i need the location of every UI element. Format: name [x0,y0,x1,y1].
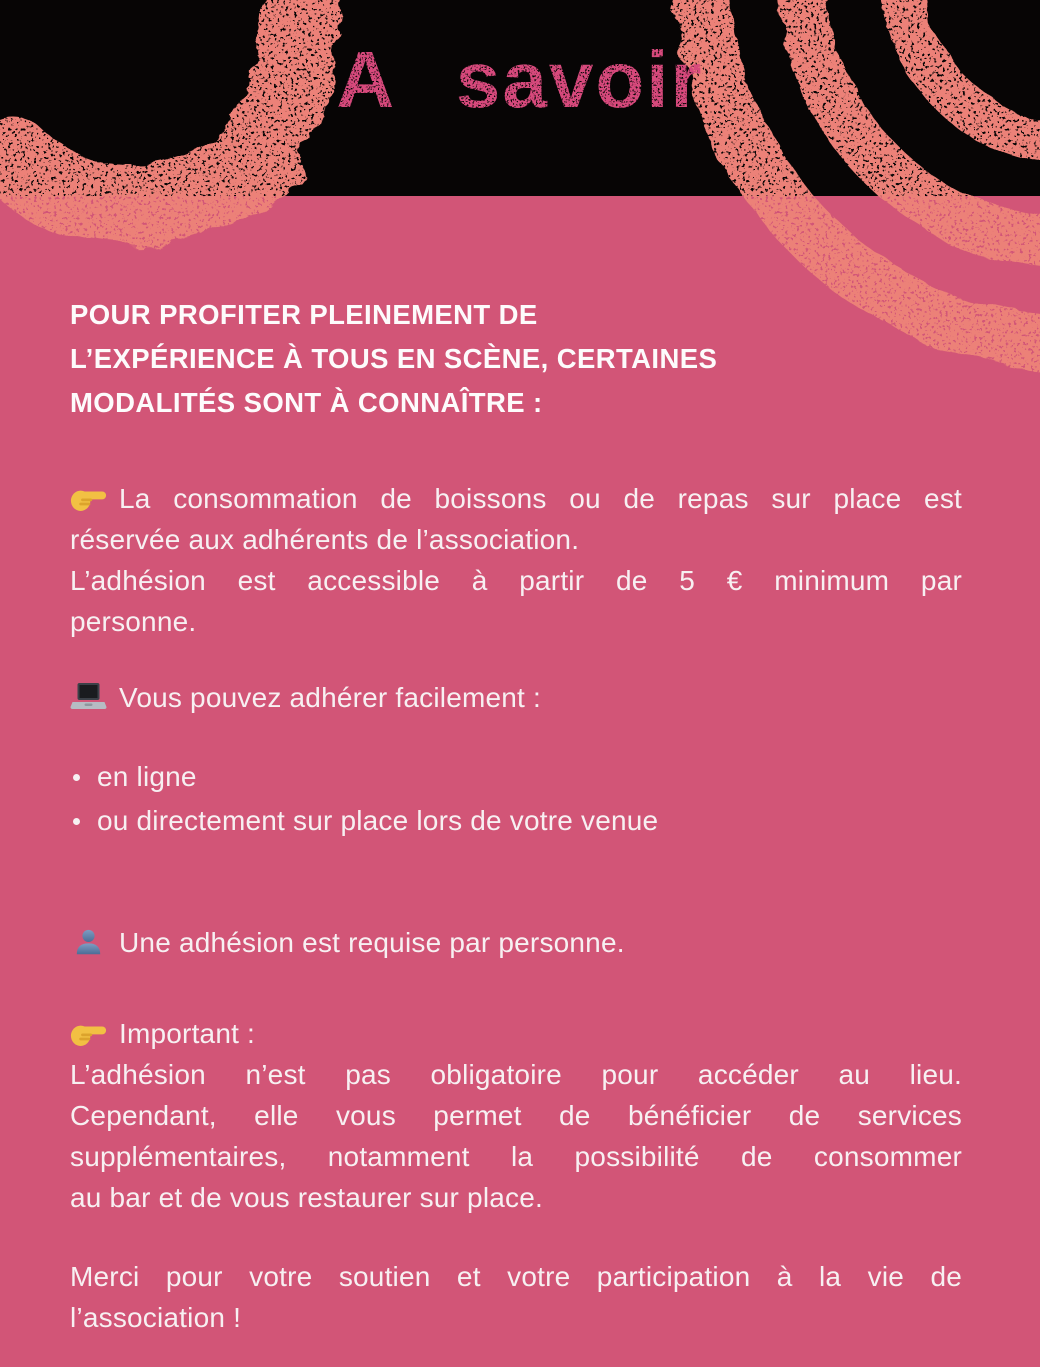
intro-heading [70,293,962,425]
join-section [70,677,962,843]
membership-line: réservée aux adhérents de l’association. [70,524,580,555]
content [0,196,1040,1338]
page-title: A savoir [336,35,704,124]
per-person-label: Une adhésion est requise par personne. [119,927,625,958]
membership-section [70,478,962,642]
thanks-line: l’association ! [70,1302,242,1333]
important-label: Important : [119,1018,256,1049]
membership-line [70,478,962,519]
important-line: L’adhésion n’est pas obligatoire pour accéder au lieu. [70,1059,962,1090]
membership-line: L’adhésion est accessible à partir de 5 € minimum par [70,565,962,596]
important-section [70,1013,962,1218]
pointing-right-icon [70,1018,107,1048]
important-label-line [70,1013,962,1054]
join-options [70,755,962,843]
intro-line: MODALITÉS SONT À CONNAÎTRE : [70,387,543,418]
per-person-line [70,922,962,963]
important-line: Cependant, elle vous permet de bénéficier de services [70,1100,962,1131]
thanks-line: Merci pour votre soutien et votre participation à la vie de [70,1261,962,1292]
join-label: Vous pouvez adhérer facilement : [119,682,541,713]
important-line: supplémentaires, notamment la possibilité de consommer [70,1141,962,1172]
membership-text: La consommation de boissons ou de repas sur place est [119,483,962,514]
join-label-line [70,677,962,718]
laptop-icon [70,682,107,712]
person-icon [70,927,107,957]
thanks-section [70,1256,962,1338]
join-option: ou directement sur place lors de votre venue [70,799,962,843]
intro-line: L’EXPÉRIENCE À TOUS EN SCÈNE, CERTAINES [70,343,718,374]
intro-line: POUR PROFITER PLEINEMENT DE [70,299,538,330]
membership-line: personne. [70,606,197,637]
important-line: au bar et de vous restaurer sur place. [70,1182,543,1213]
pointing-right-icon [70,483,107,513]
per-person-section [70,922,962,963]
join-option: en ligne [70,755,962,799]
